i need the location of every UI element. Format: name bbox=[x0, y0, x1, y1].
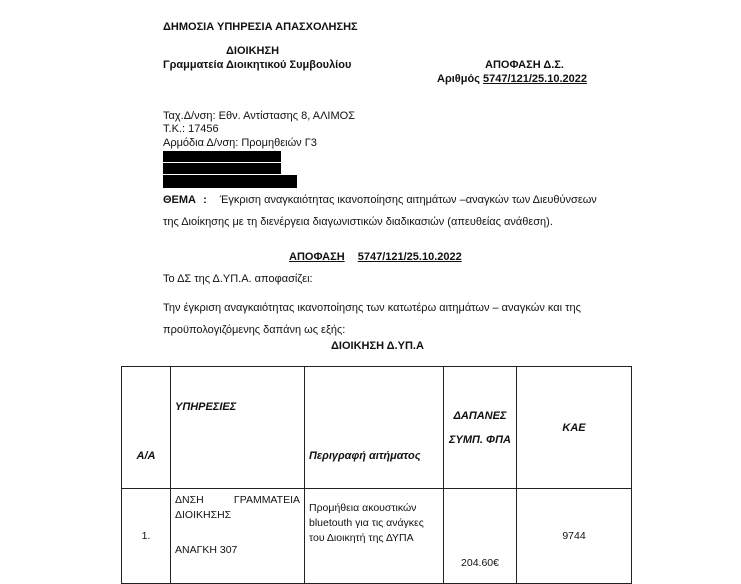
decision-heading bbox=[289, 251, 462, 263]
header-description: Περιγραφή αιτήματος bbox=[305, 367, 444, 489]
header-aa: Α/Α bbox=[122, 367, 171, 489]
subject-text: Έγκριση αναγκαιότητας ικανοποίησης αιτημάτων –αναγκών των Διευθύνσεων της Διοίκησης με τη διενέργεια διαγωνιστικών διαδικασιών (απευθείας ανάθεση). bbox=[163, 194, 597, 228]
number-label: Αριθμός bbox=[437, 73, 480, 85]
redaction-bar bbox=[163, 163, 281, 174]
section-title: ΔΙΟΙΚΗΣΗ Δ.ΥΠ.Α bbox=[331, 340, 424, 352]
decision-title: ΑΠΟΦΑΣΗ Δ.Σ. bbox=[485, 59, 564, 71]
header-costs-line1: ΔΑΠΑΝΕΣ bbox=[453, 409, 507, 422]
responsible-directorate: Αρμόδια Δ/νση: Προμηθειών Γ3 bbox=[163, 137, 317, 149]
table-header-row bbox=[122, 367, 632, 489]
number-value: 5747/121/25.10.2022 bbox=[482, 73, 587, 85]
row-aa: 1. bbox=[122, 489, 171, 584]
approval-paragraph: Την έγκριση αναγκαιότητας ικανοποίησης των κατωτέρω αιτημάτων – αναγκών και της προϋπολογιζόμενης δαπάνη ως εξής: bbox=[163, 302, 581, 336]
address-postal-code: Τ.Κ.: 17456 bbox=[163, 123, 219, 135]
secretariat-name: Γραμματεία Διοικητικού Συμβουλίου bbox=[163, 59, 352, 71]
redaction-bar bbox=[163, 151, 281, 162]
expenses-table bbox=[121, 366, 632, 584]
row-services-line1: ΔΝΣΗ ΓΡΑΜΜΑΤΕΙΑ bbox=[175, 494, 300, 506]
row-need: ΑΝΑΓΚΗ 307 bbox=[175, 544, 238, 556]
header-costs bbox=[444, 367, 517, 489]
subject-separator: : bbox=[203, 194, 207, 206]
table-row bbox=[122, 489, 632, 584]
decision-heading-label: ΑΠΟΦΑΣΗ bbox=[289, 251, 345, 263]
header-kae: ΚΑΕ bbox=[517, 367, 632, 489]
division-name: ΔΙΟΙΚΗΣΗ bbox=[226, 45, 280, 57]
organization-name: ΔΗΜΟΣΙΑ ΥΠΗΡΕΣΙΑ ΑΠΑΣΧΟΛΗΣΗΣ bbox=[163, 21, 358, 33]
row-description: Προμήθεια ακουστικών bluetouth για τις ανάγκες του Διοικητή της ΔΥΠΑ bbox=[305, 489, 444, 584]
subject-label: ΘΕΜΑ bbox=[163, 194, 196, 206]
subject-paragraph bbox=[163, 189, 611, 233]
row-cost: 204.60€ bbox=[444, 489, 517, 584]
decision-number bbox=[437, 73, 587, 85]
header-services: ΥΠΗΡΕΣΙΕΣ bbox=[171, 367, 305, 489]
row-kae: 9744 bbox=[517, 489, 632, 584]
address-street: Ταχ.Δ/νση: Εθν. Αντίστασης 8, ΑΛΙΜΟΣ bbox=[163, 110, 355, 122]
row-services bbox=[171, 489, 305, 584]
header-costs-line2: ΣΥΜΠ. ΦΠΑ bbox=[449, 433, 511, 446]
redaction-bar bbox=[163, 175, 297, 188]
row-services-line2: ΔΙΟΙΚΗΣΗΣ bbox=[175, 509, 232, 521]
decision-heading-number: 5747/121/25.10.2022 bbox=[357, 251, 462, 263]
board-decides: Το ΔΣ της Δ.ΥΠ.Α. αποφασίζει: bbox=[163, 273, 313, 285]
